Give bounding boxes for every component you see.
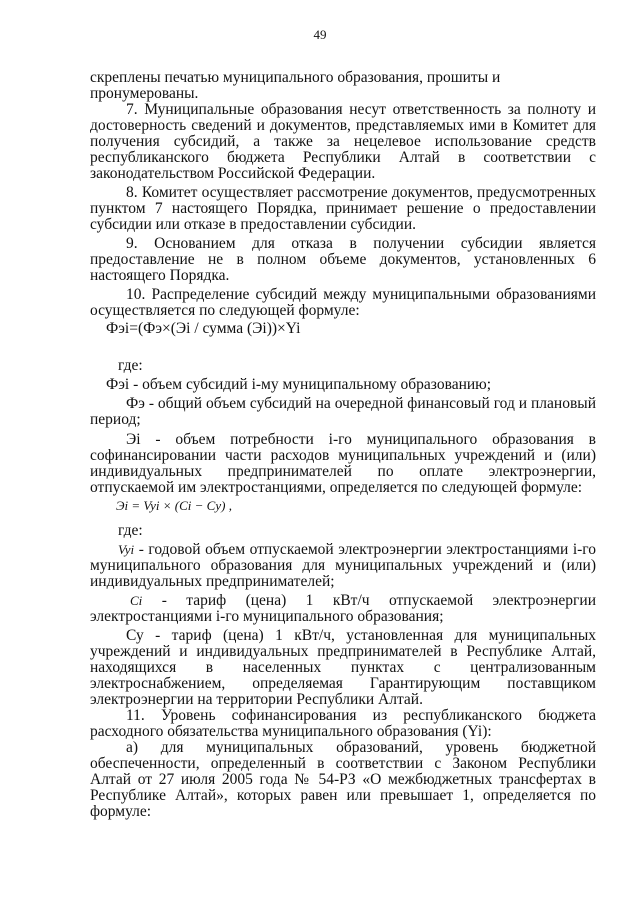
paragraph-9: 9. Основанием для отказа в получении субсидии является предоставление не в полном объеме документов, установленных 6 настоящего Порядка.: [90, 235, 596, 284]
where-label-2: где:: [118, 522, 143, 539]
definition-ei: Эi - объем потребности i-го муниципального образования в софинансировании части расходов муниципальных учреждений и (или) индивидуальных предпринимателей по оплате электроэнергии, отпускаемой им электростанциями, определяется по следующей формуле:: [90, 431, 597, 496]
symbol-fe: Фэ: [126, 395, 145, 412]
definition-vyi: Vyi - годовой объем отпускаемой электроэнергии электростанциями i-го муниципального образования для муниципальных учреждений и (или) индивидуальных предпринимателей;: [90, 541, 597, 590]
paragraph-11: 11. Уровень софинансирования из республиканского бюджета расходного обязательства муниципального образования (Yi):: [90, 707, 596, 740]
paragraph-continuation: скреплены печатью муниципального образования, прошиты и пронумерованы.: [90, 69, 501, 102]
symbol-ei: Эi: [126, 431, 141, 448]
formula-distribution: Фэi=(Фэ×(Эi / сумма (Эi))×Yi: [106, 320, 301, 337]
definition-fei: Фэi - объем субсидий i-му муниципальному образованию;: [106, 376, 492, 393]
symbol-vyi: Vyi: [118, 542, 135, 557]
symbol-fei: Фэi: [106, 376, 130, 393]
definition-ci: Ci - тариф (цена) 1 кВт/ч отпускаемой электроэнергии электростанциями i-го муниципального образования;: [90, 592, 597, 625]
definition-fe: Фэ - общий объем субсидий на очередной финансовый год и плановый период;: [90, 395, 596, 428]
formula-ei: Эi = Vyi × (Ci − Cy) ,: [116, 498, 232, 513]
paragraph-11a: а) для муниципальных образований, уровень бюджетной обеспеченности, определенный в соответствии с Законом Республики Алтай от 27 июля 2005 года № 54-РЗ «О межбюджетных трансфертах в Республике Алтай», которых равен или превышает 1, определяется по формуле:: [90, 739, 596, 820]
paragraph-7: 7. Муниципальные образования несут ответственность за полноту и достоверность сведений и документов, представляемых ими в Комитет для получения субсидий, а также за нецелевое использование средств республиканского бюджета Республики Алтай в соответствии с законодательством Российской Федерации.: [90, 101, 596, 182]
definition-cy: Су - тариф (цена) 1 кВт/ч, установленная для муниципальных учреждений и индивидуальных предпринимателей в Республике Алтай, находящихся в населенных пунктах с централизованным электроснабжением, определяемая Гарантирующим поставщиком электроэнергии на территории Республики Алтай.: [90, 627, 596, 708]
document-body: [90, 70, 596, 820]
paragraph-8: 8. Комитет осуществляет рассмотрение документов, предусмотренных пунктом 7 настоящего Порядка, принимает решение о предоставлении субсидии или отказе в предоставлении субсидии.: [90, 184, 596, 233]
symbol-ci: Ci: [130, 593, 143, 608]
symbol-cy: Су: [126, 627, 144, 644]
paragraph-10: 10. Распределение субсидий между муниципальными образованиями осуществляется по следующей формуле:: [90, 286, 596, 319]
page-number: 49: [313, 27, 327, 42]
where-label-1: где:: [118, 357, 143, 374]
